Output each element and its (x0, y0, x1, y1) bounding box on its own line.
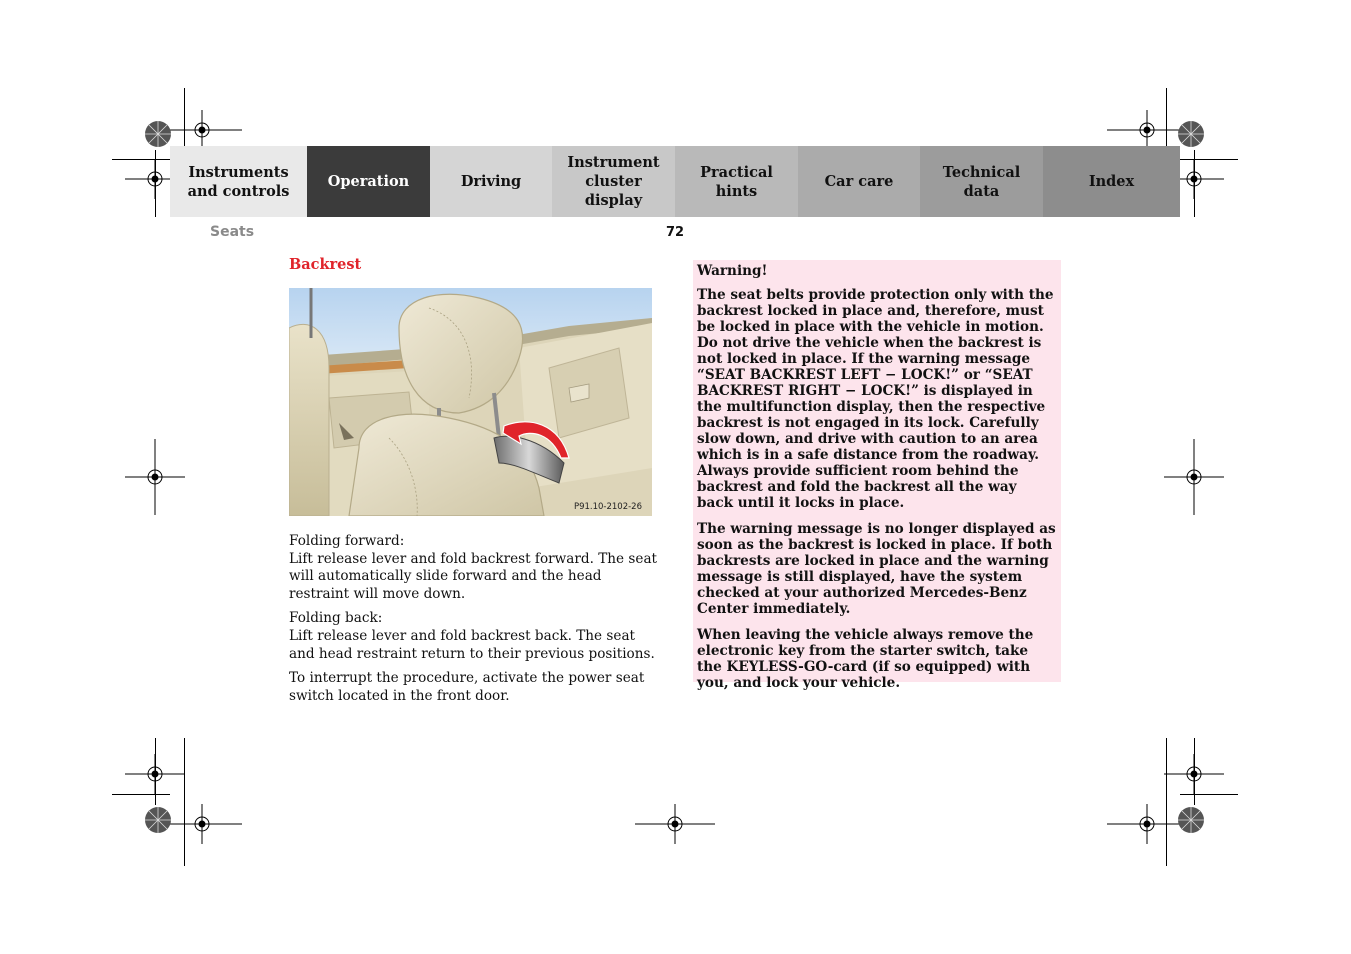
tab-operation[interactable]: Operation (307, 146, 430, 217)
instruction-text: Lift release lever and fold backrest back. The seat and head restraint return to their previous positions. (289, 627, 655, 662)
warning-paragraph: The warning message is no longer displayed as soon as the backrest is locked in place. If both backrests are locked in place and the warning message is still displayed, have the system checked at your authorized Mercedes-Benz Center immediately. (697, 521, 1056, 617)
instruction-text: To interrupt the procedure, activate the power seat switch located in the front door. (289, 670, 645, 704)
instruction-folding-back (289, 610, 657, 663)
warning-paragraph: The seat belts provide protection only with the backrest locked in place and, therefore, must be locked in place with the vehicle in motion. Do not drive the vehicle when the backrest is not locked in place. If the warning message “SEAT BACKREST LEFT − LOCK!” or “SEAT BACKREST RIGHT − LOCK!” is displayed in the multifunction display, then the respective backrest is not engaged in its lock. Carefully slow down, and drive with caution to an area which is in a safe distance from the roadway. Always provide sufficient room behind the backrest and fold the backrest all the way back until it locks in place. (697, 287, 1054, 511)
figure-code: P91.10-2102-26 (573, 502, 642, 512)
instruction-title: Folding forward: (289, 533, 405, 549)
instruction-title: Folding back: (289, 610, 383, 627)
tab-practical-hints[interactable]: Practical hints (675, 146, 798, 217)
tab-technical-data[interactable]: Technical data (920, 146, 1043, 217)
warning-box (693, 260, 1061, 691)
instructions (289, 533, 657, 712)
page-number: 72 (666, 225, 685, 240)
section-heading: Backrest (289, 256, 362, 273)
warning-title: Warning! (697, 263, 768, 279)
warning-paragraph: When leaving the vehicle always remove the electronic key from the starter switch, take the KEYLESS-GO-card (if so equipped) with you, and lock your vehicle. (697, 627, 1034, 691)
section-title: Seats (210, 224, 255, 240)
backrest-illustration (289, 288, 652, 516)
tab-driving[interactable]: Driving (430, 146, 552, 217)
chapter-navigation (170, 146, 1180, 217)
tab-index[interactable]: Index (1043, 146, 1180, 217)
instruction-folding-forward (289, 533, 657, 603)
tab-car-care[interactable]: Car care (798, 146, 920, 217)
instruction-text: Lift release lever and fold backrest forward. The seat will automatically slide forward and the head restraint will move down. (289, 550, 658, 602)
tab-instruments-and-controls[interactable]: Instruments and controls (170, 146, 307, 217)
instruction-interrupt (289, 670, 657, 705)
tab-instrument-cluster-display[interactable]: Instrument cluster display (552, 146, 675, 217)
